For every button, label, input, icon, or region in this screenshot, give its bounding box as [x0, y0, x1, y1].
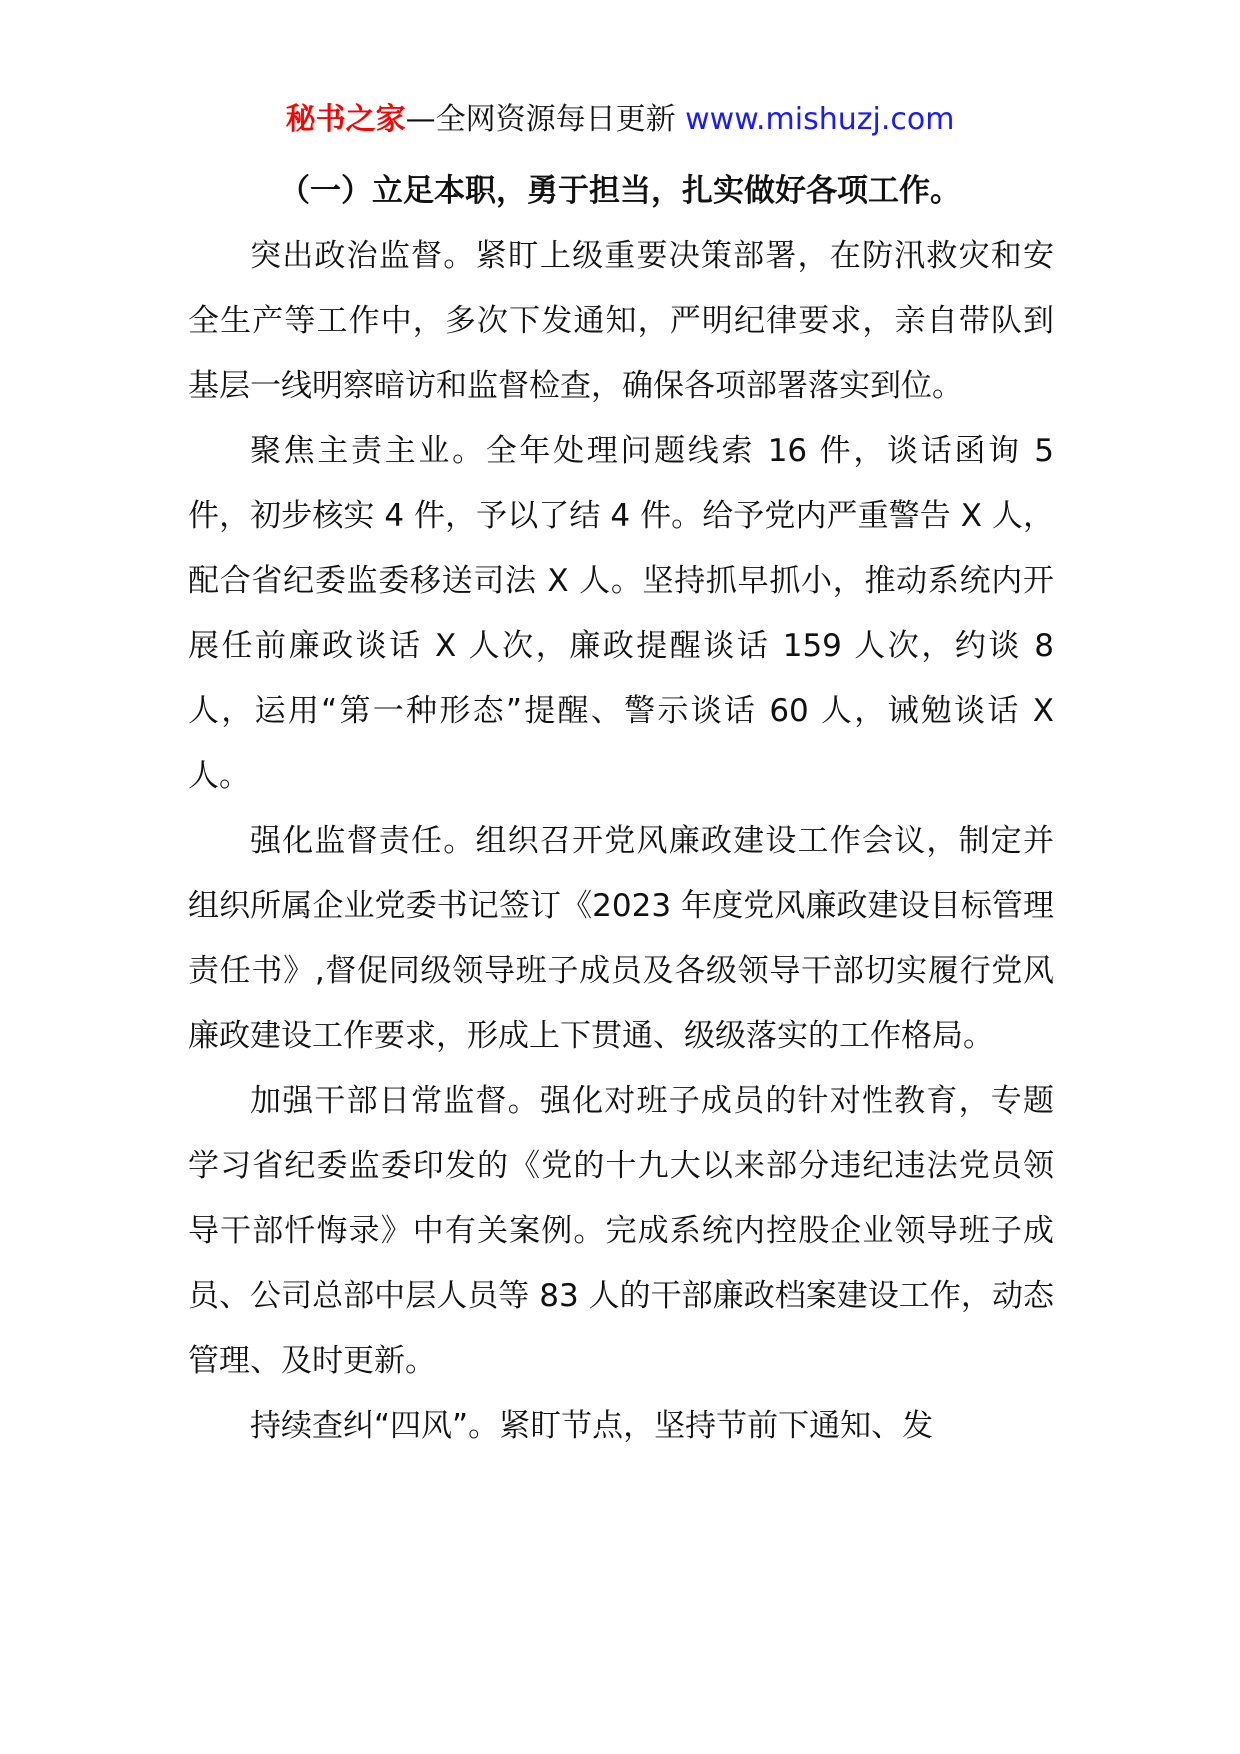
paragraph-political-supervision: 突出政治监督。紧盯上级重要决策部署，在防汛救灾和安全生产等工作中，多次下发通知，严明纪律要求，亲自带队到基层一线明察暗访和监督检查，确保各项部署落实到位。 — [188, 238, 1054, 404]
paragraph-four-winds: 持续查纠“四风”。紧盯节点，坚持节前下通知、发 — [250, 1408, 934, 1444]
header-tagline: —全网资源每日更新 — [405, 102, 676, 137]
page-header — [0, 98, 1240, 142]
document-body — [188, 224, 1054, 1459]
site-url-link[interactable]: www.mishuzj.com — [685, 102, 955, 137]
paragraph-main-duties: 聚焦主责主业。全年处理问题线索 16 件，谈话函询 5 件，初步核实 4 件，予以了结 4 件。给予党内严重警告 X 人，配合省纪委监委移送司法 X 人。坚持抓早抓小，推动系统内开展任前廉政谈话 X 人次，廉政提醒谈话 159 人次，约谈 8 人，运用“第一种形态”提醒、警示谈话 60 人，诫勉谈话 X 人。 — [188, 433, 1054, 794]
section-heading: （一）立足本职，勇于担当，扎实做好各项工作。 — [279, 173, 961, 209]
paragraph-cadre-supervision: 加强干部日常监督。强化对班子成员的针对性教育，专题学习省纪委监委印发的《党的十九大以来部分违纪违法党员领导干部忏悔录》中有关案例。完成系统内控股企业领导班子成员、公司总部中层人员等 83 人的干部廉政档案建设工作，动态管理、及时更新。 — [188, 1083, 1054, 1379]
paragraph-supervision-responsibility: 强化监督责任。组织召开党风廉政建设工作会议，制定并组织所属企业党委书记签订《2023 年度党风廉政建设目标管理责任书》,督促同级领导班子成员及各级领导干部切实履行党风廉政建设工作要求，形成上下贯通、级级落实的工作格局。 — [188, 823, 1054, 1054]
brand-name: 秘书之家 — [285, 102, 406, 137]
